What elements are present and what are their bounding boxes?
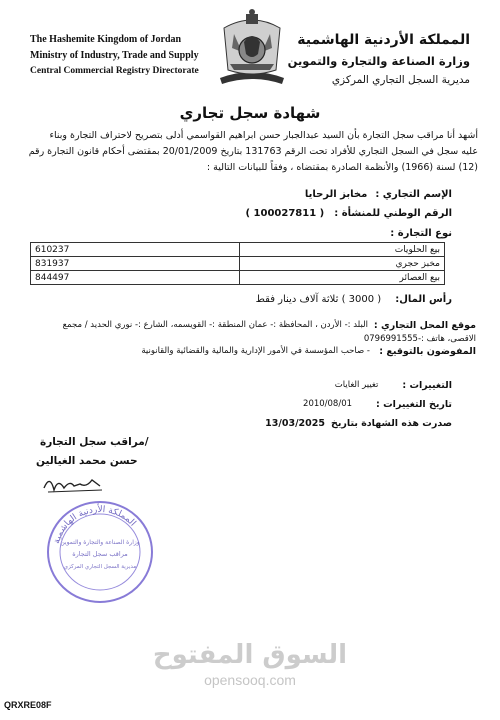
changes-date-row — [303, 399, 452, 410]
capital-row — [256, 294, 452, 305]
issue-date-value: 13/03/2025 — [265, 418, 325, 429]
changes-label: التغييرات : — [402, 380, 452, 391]
activity-code: 831937 — [31, 257, 240, 271]
intro-line-3: (12) لسنة (1966) والأنظمة الصادرة بمقتضاه ، وفقاً للبيانات التالية : — [206, 162, 478, 173]
watermark-arabic: السوق المفتوح — [152, 640, 348, 670]
national-id-row — [245, 208, 452, 219]
official-stamp — [44, 498, 156, 606]
svg-text:وزارة الصناعة والتجارة والتموي: وزارة الصناعة والتجارة والتموين — [60, 539, 140, 546]
capital-value: ( 3000 ) ثلاثة آلاف دينار فقط — [255, 294, 382, 305]
ministry-header-ar-line2: وزارة الصناعة والتجارة والتموين — [287, 54, 470, 68]
activity-description: بيع الحلويات — [240, 243, 445, 257]
issue-date-label: صدرت هذه الشهادة بتاريخ — [331, 418, 452, 429]
location-line-2: الاقصى، هاتف :-0796991555 — [363, 334, 476, 344]
capital-label: رأس المال: — [395, 294, 452, 305]
table-row — [31, 243, 445, 257]
trade-name-row — [305, 189, 452, 200]
national-id-label: الرقم الوطني للمنشأة : — [334, 208, 452, 219]
trade-name-value: مخابز الرحايا — [304, 189, 368, 200]
trade-type-table — [30, 242, 445, 285]
ministry-header-ar-line1: المملكة الأردنية الهاشمية — [297, 32, 470, 48]
jordan-coat-of-arms-emblem — [212, 8, 292, 88]
activity-description: مخبز حجري — [240, 257, 445, 271]
watermark-latin: opensooq.com — [204, 672, 296, 688]
intro-line-1: أشهد أنا مراقب سجل التجارة بأن السيد عبدالجبار حسن ابراهيم القواسمي أدلى بتصريح لاحتراف التجارة وبناء — [49, 130, 478, 141]
signature-name: حسن محمد الغيالين — [36, 455, 138, 467]
national-id-value: ( 100027811 ) — [245, 208, 325, 219]
certificate-title: شهادة سجل تجاري — [179, 104, 321, 122]
signature-title: /مراقب سجل التجارة — [40, 436, 149, 448]
trade-type-label: نوع التجارة : — [390, 228, 452, 239]
handwritten-signature — [40, 470, 120, 498]
intro-line-2: عليه سجل في السجل التجاري للأفراد تحت الرقم 131763 بتاريخ 20/01/2009 بمقتضى أحكام قانون التجارة رقم — [28, 146, 478, 157]
changes-date-value: 2010/08/01 — [303, 399, 353, 409]
ministry-header-en-line3: Central Commercial Registry Directorate — [30, 66, 199, 76]
changes-value: تغيير الغايات — [334, 380, 379, 390]
svg-text:المملكة الأردنية الهاشمية: المملكة الأردنية الهاشمية — [52, 504, 138, 545]
ministry-header-ar-line3: مديرية السجل التجاري المركزي — [331, 74, 470, 86]
issue-date-row — [265, 418, 452, 429]
activity-code: 610237 — [31, 243, 240, 257]
table-row — [31, 271, 445, 285]
ministry-header-en-line1: The Hashemite Kingdom of Jordan — [30, 34, 182, 45]
activity-code: 844497 — [31, 271, 240, 285]
signatories-value: - صاحب المؤسسة في الأمور الإدارية والمالية والقضائية والقانونية — [141, 346, 370, 356]
activity-description: بيع العصائر — [240, 271, 445, 285]
ministry-header-en-line2: Ministry of Industry, Trade and Supply — [30, 50, 199, 61]
document-code: QRXRE08F — [4, 700, 52, 710]
svg-text:مراقب سجل التجارة: مراقب سجل التجارة — [72, 550, 128, 558]
location-label: موقع المحل التجاري : — [373, 320, 476, 331]
changes-date-label: تاريخ التغييرات : — [376, 399, 452, 410]
signatories-label: المفوضون بالتوقيع : — [379, 346, 476, 357]
table-row — [31, 257, 445, 271]
changes-row — [335, 380, 452, 391]
svg-text:مديرية السجل التجاري المركزي: مديرية السجل التجاري المركزي — [63, 564, 137, 570]
location-line-1: البلد :- الأردن ، المحافظة :- عمان المنطقة :- القويسمه، الشارع :- نوري الحديد / مجمع — [62, 320, 368, 330]
trade-name-label: الإسم التجاري : — [375, 189, 452, 200]
